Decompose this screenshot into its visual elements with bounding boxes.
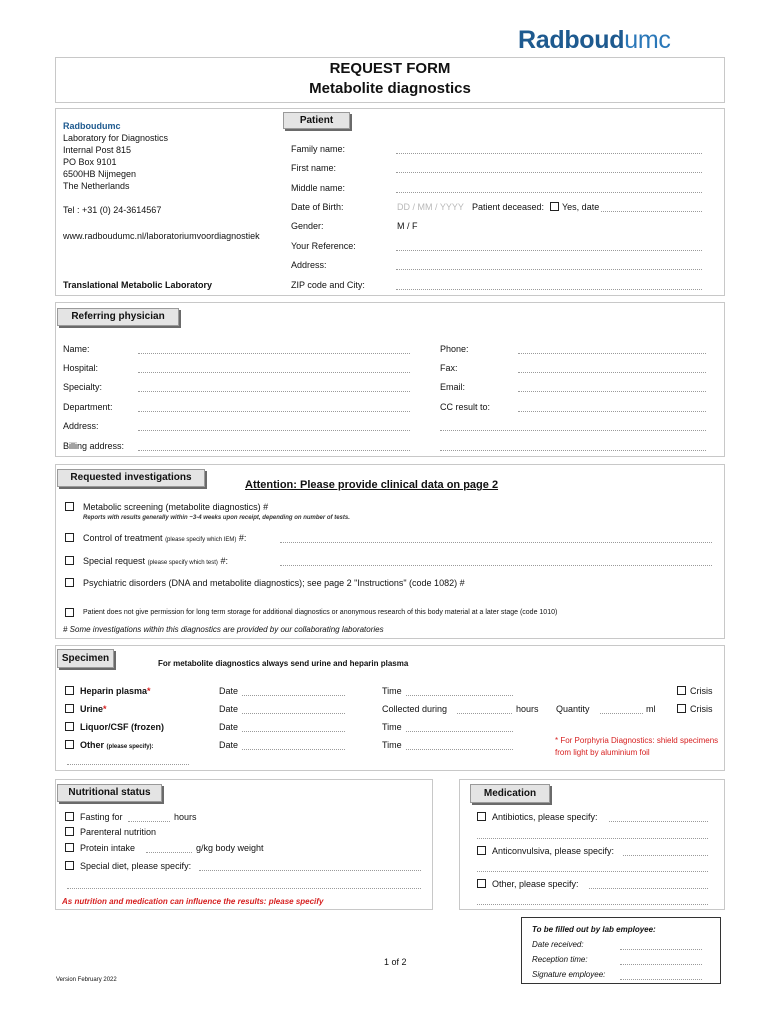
control-treatment-text: Control of treatment — [83, 533, 163, 543]
collected-during-label: Collected during — [382, 704, 448, 714]
address-line: Internal Post 815 — [63, 145, 132, 155]
gender-value[interactable]: M / F — [397, 221, 418, 231]
urine-crisis-checkbox[interactable] — [677, 704, 686, 713]
liquor-time-label: Time — [382, 722, 402, 732]
parenteral-checkbox[interactable] — [65, 827, 74, 836]
hours-label: hours — [516, 704, 539, 714]
nutrition-warning: As nutrition and medication can influence the results: please specify — [62, 897, 324, 906]
middle-name-field[interactable] — [396, 192, 702, 193]
control-treatment-checkbox[interactable] — [65, 533, 74, 542]
other-specimen-small: (please specify): — [106, 744, 154, 750]
protein-unit-label: g/kg body weight — [196, 843, 264, 853]
heparin-date-label: Date — [219, 686, 239, 696]
psychiatric-checkbox[interactable] — [65, 578, 74, 587]
family-name-label: Family name: — [291, 144, 346, 154]
protein-field[interactable] — [146, 852, 192, 853]
quantity-label: Quantity — [556, 704, 590, 714]
department-label: Department: — [63, 402, 113, 412]
heparin-crisis-label: Crisis — [690, 686, 713, 696]
fasting-field[interactable] — [128, 821, 170, 822]
liquor-date-field[interactable] — [242, 731, 345, 732]
heparin-star: * — [147, 686, 151, 696]
metabolic-screening-checkbox[interactable] — [65, 502, 74, 511]
physician-name-field[interactable] — [138, 353, 410, 354]
department-field[interactable] — [138, 411, 410, 412]
special-request-field[interactable] — [280, 565, 712, 566]
version-text: Version February 2022 — [56, 977, 117, 983]
metabolic-screening-note: Reports with results generally within ~3-4 weeks upon receipt, depending on number of tests. — [83, 515, 350, 521]
porphyria-note: * For Porphyria Diagnostics: shield specimens from light by aluminium foil — [555, 736, 719, 757]
tab-specimen: Specimen — [57, 649, 114, 668]
family-name-field[interactable] — [396, 153, 702, 154]
control-treatment-label — [83, 533, 246, 543]
other-specimen-text: Other — [80, 740, 105, 750]
liquor-date-label: Date — [219, 722, 239, 732]
other-medication-field-2[interactable] — [477, 904, 708, 905]
other-date-label: Date — [219, 740, 239, 750]
no-permission-checkbox[interactable] — [65, 608, 74, 617]
collected-during-field[interactable] — [457, 713, 512, 714]
special-request-label — [83, 556, 228, 566]
special-request-text: Special request — [83, 556, 146, 566]
control-treatment-small: (please specify which IEM) — [165, 537, 237, 543]
reception-time-field[interactable] — [620, 964, 702, 965]
other-specimen-field[interactable] — [67, 764, 189, 765]
tab-requested-investigations: Requested investigations — [57, 469, 205, 487]
address-line: PO Box 9101 — [63, 157, 117, 167]
other-medication-label: Other, please specify: — [492, 879, 579, 889]
other-date-field[interactable] — [242, 749, 345, 750]
address-line: 6500HB Nijmegen — [63, 169, 137, 179]
billing-address-label: Billing address: — [63, 441, 125, 451]
heparin-plasma-checkbox[interactable] — [65, 686, 74, 695]
specialty-label: Specialty: — [63, 382, 103, 392]
title-box — [55, 57, 725, 103]
zip-field[interactable] — [396, 289, 702, 290]
patient-section — [55, 108, 725, 296]
specimen-section — [55, 645, 725, 771]
parenteral-label: Parenteral nutrition — [80, 827, 157, 837]
tab-referring-physician: Referring physician — [57, 308, 179, 326]
antibiotics-field-2[interactable] — [477, 838, 708, 839]
physician-address-field[interactable] — [138, 430, 410, 431]
cc-result-field[interactable] — [518, 411, 706, 412]
tab-nutritional-status: Nutritional status — [57, 784, 162, 802]
hospital-field[interactable] — [138, 372, 410, 373]
other-time-field[interactable] — [406, 749, 513, 750]
ml-label: ml — [646, 704, 656, 714]
heparin-time-label: Time — [382, 686, 402, 696]
patient-address-field[interactable] — [396, 269, 702, 270]
physician-name-label: Name: — [63, 344, 90, 354]
anticonvulsiva-field[interactable] — [623, 855, 708, 856]
heparin-plasma-text: Heparin plasma — [80, 686, 148, 696]
tab-medication: Medication — [470, 784, 550, 803]
your-reference-field[interactable] — [396, 250, 702, 251]
email-field[interactable] — [518, 391, 706, 392]
address-name: Radboudumc — [63, 121, 121, 131]
antibiotics-label: Antibiotics, please specify: — [492, 812, 598, 822]
radboudumc-logo — [518, 26, 671, 55]
address-web: www.radboudumc.nl/laboratoriumvoordiagnostiek — [63, 231, 260, 241]
physician-section — [55, 302, 725, 457]
liquor-time-field[interactable] — [406, 731, 513, 732]
logo-text-umc: umc — [624, 26, 671, 54]
phone-field[interactable] — [518, 353, 706, 354]
other-medication-checkbox[interactable] — [477, 879, 486, 888]
urine-label — [80, 704, 107, 714]
special-diet-checkbox[interactable] — [65, 861, 74, 870]
heparin-plasma-label — [80, 686, 151, 696]
fasting-checkbox[interactable] — [65, 812, 74, 821]
tab-patient: Patient — [283, 112, 350, 129]
fasting-hours-label: hours — [174, 812, 197, 822]
psychiatric-label: Psychiatric disorders (DNA and metabolite diagnostics); see page 2 "Instructions" (code 1082) # — [83, 578, 465, 588]
fax-field[interactable] — [518, 372, 706, 373]
collaborating-footnote: # Some investigations within this diagnostics are provided by our collaborating laboratories — [63, 625, 384, 634]
physician-address-label: Address: — [63, 421, 99, 431]
specialty-field[interactable] — [138, 391, 410, 392]
date-received-field[interactable] — [620, 949, 702, 950]
heparin-date-field[interactable] — [242, 695, 345, 696]
special-diet-label: Special diet, please specify: — [80, 861, 192, 871]
antibiotics-field[interactable] — [609, 821, 708, 822]
attention-text: Attention: Please provide clinical data on page 2 — [245, 479, 499, 491]
nutrition-section — [55, 779, 433, 910]
cc-result-label: CC result to: — [440, 402, 491, 412]
other-time-label: Time — [382, 740, 402, 750]
page-number: 1 of 2 — [384, 957, 407, 967]
logo-text-radboud: Radboud — [518, 26, 625, 54]
urine-text: Urine — [80, 704, 104, 714]
address-line: Laboratory for Diagnostics — [63, 133, 169, 143]
lab-name: Translational Metabolic Laboratory — [63, 280, 213, 290]
other-medication-field[interactable] — [589, 888, 708, 889]
phone-label: Phone: — [440, 344, 469, 354]
address-tel: Tel : +31 (0) 24-3614567 — [63, 205, 162, 215]
other-specimen-checkbox[interactable] — [65, 740, 74, 749]
lab-employee-box — [521, 917, 721, 984]
special-request-checkbox[interactable] — [65, 556, 74, 565]
zip-label: ZIP code and City: — [291, 280, 365, 290]
special-request-end: #: — [217, 556, 228, 566]
antibiotics-checkbox[interactable] — [477, 812, 486, 821]
heparin-time-field[interactable] — [406, 695, 513, 696]
medication-section — [459, 779, 725, 910]
heparin-crisis-checkbox[interactable] — [677, 686, 686, 695]
first-name-label: First name: — [291, 163, 337, 173]
cc-result-field-2[interactable] — [440, 430, 706, 431]
deceased-checkbox[interactable] — [550, 202, 559, 211]
date-received-label: Date received: — [532, 940, 584, 949]
reception-time-label: Reception time: — [532, 955, 588, 964]
deceased-date-field[interactable] — [601, 211, 702, 212]
anticonvulsiva-label: Anticonvulsiva, please specify: — [492, 846, 615, 856]
anticonvulsiva-field-2[interactable] — [477, 871, 708, 872]
special-request-small: (please specify which test) — [147, 560, 218, 566]
signature-field[interactable] — [620, 979, 702, 980]
quantity-field[interactable] — [600, 713, 643, 714]
billing-address-field[interactable] — [138, 450, 410, 451]
specimen-header: For metabolite diagnostics always send urine and heparin plasma — [158, 659, 409, 668]
protein-label: Protein intake — [80, 843, 136, 853]
liquor-label: Liquor/CSF (frozen) — [80, 722, 164, 732]
deceased-yes-label: Yes, date — [562, 202, 600, 212]
signature-label: Signature employee: — [532, 970, 606, 979]
liquor-checkbox[interactable] — [65, 722, 74, 731]
email-label: Email: — [440, 382, 466, 392]
dob-label: Date of Birth: — [291, 202, 344, 212]
urine-crisis-label: Crisis — [690, 704, 713, 714]
patient-address-label: Address: — [291, 260, 327, 270]
form-title: REQUEST FORM — [329, 60, 451, 77]
anticonvulsiva-checkbox[interactable] — [477, 846, 486, 855]
urine-checkbox[interactable] — [65, 704, 74, 713]
urine-star: * — [103, 704, 107, 714]
urine-date-field[interactable] — [242, 713, 345, 714]
metabolic-screening-label: Metabolic screening (metabolite diagnostics) # — [83, 502, 269, 512]
middle-name-label: Middle name: — [291, 183, 346, 193]
control-treatment-end: #: — [236, 533, 247, 543]
lab-box-title: To be filled out by lab employee: — [532, 925, 656, 934]
special-diet-field-2[interactable] — [67, 888, 421, 889]
first-name-field[interactable] — [396, 172, 702, 173]
gender-label: Gender: — [291, 221, 324, 231]
fax-label: Fax: — [440, 363, 458, 373]
dob-field[interactable]: DD / MM / YYYY — [397, 202, 464, 212]
fasting-label: Fasting for — [80, 812, 123, 822]
urine-date-label: Date — [219, 704, 239, 714]
your-reference-label: Your Reference: — [291, 241, 356, 251]
control-treatment-field[interactable] — [280, 542, 712, 543]
form-subtitle: Metabolite diagnostics — [309, 80, 471, 97]
protein-checkbox[interactable] — [65, 843, 74, 852]
cc-result-field-3[interactable] — [440, 450, 706, 451]
other-specimen-label — [80, 740, 154, 750]
no-permission-label: Patient does not give permission for long term storage for additional diagnostics or anonymous research of this body material at a later stage (code 1010) — [83, 609, 558, 616]
investigations-section — [55, 464, 725, 639]
special-diet-field[interactable] — [199, 870, 421, 871]
address-line: The Netherlands — [63, 181, 130, 191]
hospital-label: Hospital: — [63, 363, 99, 373]
deceased-label: Patient deceased: — [472, 202, 545, 212]
